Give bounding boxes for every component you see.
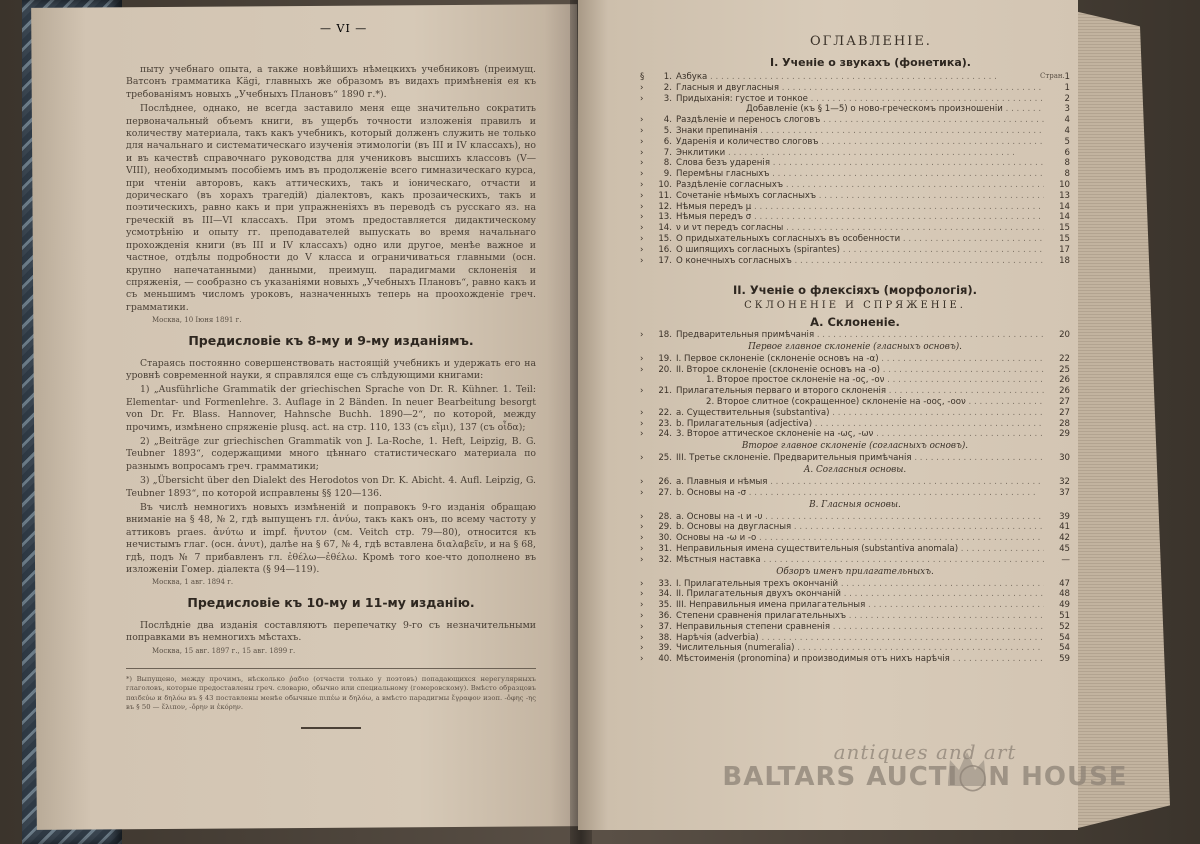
preface-paragraph: Послѣднее, однако, не всегда заставило меня еще значительно сократить первоначальный объемъ книги, въ ущербъ точности изложенія правилъ и количеству материала, такъ какъ учебникъ, который долженъ служить не только для начальнаго и систематическаго изученія этимологіи (въ III и IV классахъ), но и въ качествѣ справочнаго руководства для учениковъ высшихъ классовъ (V—VIII), необходимымъ пособіемъ имъ въ продолженіе всего гимназическаго курса, при чтеніи авторовъ, какъ аттическихъ, такъ и іоническаго, отчасти и дорическаго (въ хорахъ трагедій) діалектовъ, какъ прозаическихъ, такъ и поэтическихъ, равно какъ и при упражненіяхъ въ переводѣ съ русскаго яз. на греческій въ III—VI классахъ. При этомъ предоставляется дидактическому усмотрѣнію и опыту гг. преподавателей выпускать во время начальнаго прохожденія книги (въ III и IV классахъ) одно или другое, менѣе важное и частное, отдѣлы подробности до V класса и ограничиваться главными (осн. крупно напечатанными) данными, преимущ. парадигмами склоненія и спряженія, — сообразно съ указаніями новыхъ „Учебныхъ Плановъ“, равно какъ и съ меньшимъ числомъ уроковъ, назначенныхъ теперь на проохожденіе греч. грамматики. xyxy=(126,103,536,313)
toc-row: › 9. Перемѣны гласныхъ . . . 8 xyxy=(640,169,1070,180)
reference-item: 3) „Übersicht über den Dialekt des Herodotos von Dr. K. Abicht. 4. Aufl. Leipzig, G. Teubner 1893“, по которой исправлены §§ 120—136. xyxy=(126,475,536,499)
toc-row: › 2. Гласныя и двугласныя . . . 1 xyxy=(640,83,1070,94)
toc-row: › 24. 3. Второе аттическое склоненіе на -ως, -ων . . . 29 xyxy=(640,429,1070,440)
reference-item: 1) „Ausführliche Grammatik der griechischen Sprache von Dr. R. Kühner. 1. Teil: Elementar- und Formenlehre. 3. Auflage in 2 Bänden. In neuer Bearbeitung besorgt von Dr. Fr. Blass. Hannover, Hahnsche Buchh. 1890—2“, по которой, между прочимъ, измѣнено спряженіе plusq. act. на стр. 110, 133 (съ εἴμι), 137 (съ οἶδα); xyxy=(126,384,536,433)
toc-row: › 37. Неправильныя степени сравненія . . . 52 xyxy=(640,622,1070,633)
toc-row: › 12. Нѣмыя передъ μ . . . 14 xyxy=(640,202,1070,213)
toc-row: › 6. Ударенія и количество слоговъ . . . 5 xyxy=(640,137,1070,148)
toc-row: › 16. О шипящихъ согласныхъ (spirantes) . . . 17 xyxy=(640,245,1070,256)
toc-row: › 21. Прилагательныя перваго и второго склоненія . . . 26 xyxy=(640,386,1070,397)
spaced-heading: СКЛОНЕНІЕ И СПРЯЖЕНІЕ. xyxy=(744,300,966,311)
toc-row: § 1. Азбука . . . 1 xyxy=(640,72,1070,83)
toc-morphology xyxy=(640,282,1070,665)
date-signature: Москва, 10 Іюня 1891 г. xyxy=(152,316,242,325)
toc-row: 1. Второе простое склоненіе на -ος, -ον . . . 26 xyxy=(640,375,1070,386)
toc-row: › 7. Энклитики . . . 6 xyxy=(640,148,1070,159)
toc-row: › 23. b. Прилагательныя (adjectiva) . . . 28 xyxy=(640,419,1070,430)
toc-row: › 29. b. Основы на двугласныя . . . 41 xyxy=(640,522,1070,533)
toc-row: › 28. a. Основы на -ι и -υ . . . 39 xyxy=(640,512,1070,523)
watermark xyxy=(720,740,1130,792)
toc-row: › 10. Раздѣленіе согласныхъ . . . 10 xyxy=(640,180,1070,191)
preface-paragraph: Въ числѣ немногихъ новыхъ измѣненій и поправокъ 9-го изданія обращаю вниманіе на § 48, № 2, гдѣ выпущенъ гл. ἀνύω, такъ какъ онъ, по всему частоту у аттиковъ praes. ἀνύτω и impf. ἤνυτον (см. Veitch стр. 79—80), относится къ нечистымъ глаг. (осн. ἀνυτ), далѣе на § 67, № 4, гдѣ вставлена διαλαβεῖν, и на § 68, гдѣ, подъ № 7 прибавленъ гл. ἐθέλω—ἐθέλω. Кромѣ того кое-что дополнено въ изложеніи Гомер. діалекта (§ 94—119). xyxy=(126,502,536,576)
group-heading: Обзоръ именъ прилагательныхъ. xyxy=(776,566,934,577)
toc-row: › 31. Неправильныя имена существительныя (substantiva anomala) . . . 45 xyxy=(640,544,1070,555)
preface-paragraph: Послѣдніе два изданія составляютъ перепечатку 9-го съ незначительными поправками въ немногихъ мѣстахъ. xyxy=(126,619,536,644)
toc-row: › 11. Сочетаніе нѣмыхъ согласныхъ . . . 13 xyxy=(640,191,1070,202)
toc-row: › 34. II. Прилагательныя двухъ окончаній . . . 48 xyxy=(640,589,1070,600)
toc-phonetics xyxy=(640,72,1070,266)
toc-title: ОГЛАВЛЕНІЕ. xyxy=(810,34,932,49)
toc-row: › 27. b. Основы на -σ . . . 37 xyxy=(640,488,1070,499)
group-heading: Второе главное склоненіе (согласныхъ основъ). xyxy=(741,441,969,452)
toc-row: › 19. I. Первое склоненіе (склоненіе основъ на -α) . . . 22 xyxy=(640,354,1070,365)
toc-row: › 22. a. Существительныя (substantiva) . . . 27 xyxy=(640,408,1070,419)
end-rule xyxy=(301,727,361,729)
toc-row: › 13. Нѣмыя передъ σ . . . 14 xyxy=(640,212,1070,223)
toc-row: › 17. О конечныхъ согласныхъ . . . 18 xyxy=(640,256,1070,267)
toc-row: › 8. Слова безъ ударенія . . . 8 xyxy=(640,158,1070,169)
toc-row: › 39. Числительныя (numeralia) . . . 54 xyxy=(640,643,1070,654)
watermark-brand: BALTARS AUCTI◯N HOUSE xyxy=(722,762,1128,792)
toc-row: › 5. Знаки препинанія . . . 4 xyxy=(640,126,1070,137)
preface-heading: Предисловіе къ 8-му и 9-му изданіямъ. xyxy=(188,333,474,349)
toc-row: › 14. ν и ντ передъ согласны . . . 15 xyxy=(640,223,1070,234)
left-page-text xyxy=(126,64,536,729)
footnote: *) Выпущено, между прочимъ, нѣсколько ῥαδιο (отчасти только у поэтовъ) попадающихся нерегулярныхъ глаголовъ, которые предоставлены греч. словарю, обычно или специальному (гомеровскому). Вмѣсто образцовъ παιδεύω и δηλόω въ § 43 поставлены менѣе обычные πιπέω и δηλόω, а вмѣсто парадигмы ἔγραφον изоп. -ὄφης -ης въ § 50 — ἔλιπον, -ὄρην и ἐκόρην. xyxy=(126,668,536,713)
section-heading: I. Ученіе о звукахъ (фонетика). xyxy=(770,56,971,69)
toc-row: › 30. Основы на -ω и -ο . . . 42 xyxy=(640,533,1070,544)
group-heading: В. Гласныя основы. xyxy=(809,499,901,510)
toc-row: › 40. Мѣстоименія (pronomina) и производимыя отъ нихъ нарѣчія . . . 59 xyxy=(640,654,1070,665)
toc-row: › 35. III. Неправильныя имена прилагательныя . . . 49 xyxy=(640,600,1070,611)
subsection-heading: А. Склоненіе. xyxy=(810,315,900,329)
toc-row: › 25. III. Третье склоненіе. Предварительныя примѣчанія . . . 30 xyxy=(640,453,1070,464)
page-number: — VI — xyxy=(320,22,368,35)
toc-row: 2. Второе слитное (сокращенное) склоненіе на -οος, -οον . . . 27 xyxy=(640,397,1070,408)
reference-item: 2) „Beiträge zur griechischen Grammatik von J. La-Roche, 1. Heft, Leipzig, B. G. Teubner 1893“, содержащими много цѣннаго статистическаго материала по разнымъ вопросамъ греч. грамматики; xyxy=(126,435,536,472)
toc-row: › 38. Нарѣчія (adverbia) . . . 54 xyxy=(640,633,1070,644)
toc-row: › 32. Мѣстныя наставка . . . — xyxy=(640,555,1070,566)
toc-row: Добавленіе (къ § 1—5) о ново-греческомъ произношеніи . . . 3 xyxy=(640,104,1070,115)
toc-row: › 18. Предварительныя примѣчанія . . . 20 xyxy=(640,330,1070,341)
preface-paragraph: пыту учебнаго опыта, а также новѣйшихъ нѣмецкихъ учебниковъ (преимущ. Ватсонъ грамматика Kägi, главныхъ же образомъ въ видахъ примѣненія ея къ требованіямъ новыхъ „Учебныхъ Плановъ“ 1890 г.*). xyxy=(126,64,536,100)
toc-row: › 4. Раздѣленіе и переносъ слоговъ . . . 4 xyxy=(640,115,1070,126)
toc-row: › 15. О придыхательныхъ согласныхъ въ особенности . . . 15 xyxy=(640,234,1070,245)
group-heading: Первое главное склоненіе (гласныхъ основъ). xyxy=(748,341,962,352)
date-signature: Москва, 1 авг. 1894 г. xyxy=(152,578,234,587)
section-heading: II. Ученіе о флексіяхъ (морфологія). xyxy=(732,283,978,297)
preface-paragraph: Стараясь постоянно совершенствовать настоящій учебникъ и удержать его на уровнѣ современной науки, я справлялся еще съ слѣдующими книгами: xyxy=(126,357,536,381)
preface-heading: Предисловіе къ 10-му и 11-му изданію. xyxy=(187,595,475,611)
pages-label: Стран. xyxy=(1040,72,1065,80)
watermark-tagline: antiques and art xyxy=(833,740,1017,764)
toc-row: › 26. a. Плавныя и нѣмыя . . . 32 xyxy=(640,477,1070,488)
toc-row: › 33. I. Прилагательныя трехъ окончаній . . . 47 xyxy=(640,579,1070,590)
toc-row: › 3. Придыханія: густое и тонкое . . . 2 xyxy=(640,94,1070,105)
group-heading: А. Согласныя основы. xyxy=(803,464,907,475)
toc-row: › 36. Степени сравненія прилагательныхъ . . . 51 xyxy=(640,611,1070,622)
date-signature: Москва, 15 авг. 1897 г., 15 авг. 1899 г. xyxy=(152,646,296,655)
toc-row: › 20. II. Второе склоненіе (склоненіе основъ на -ο) . . . 25 xyxy=(640,365,1070,376)
